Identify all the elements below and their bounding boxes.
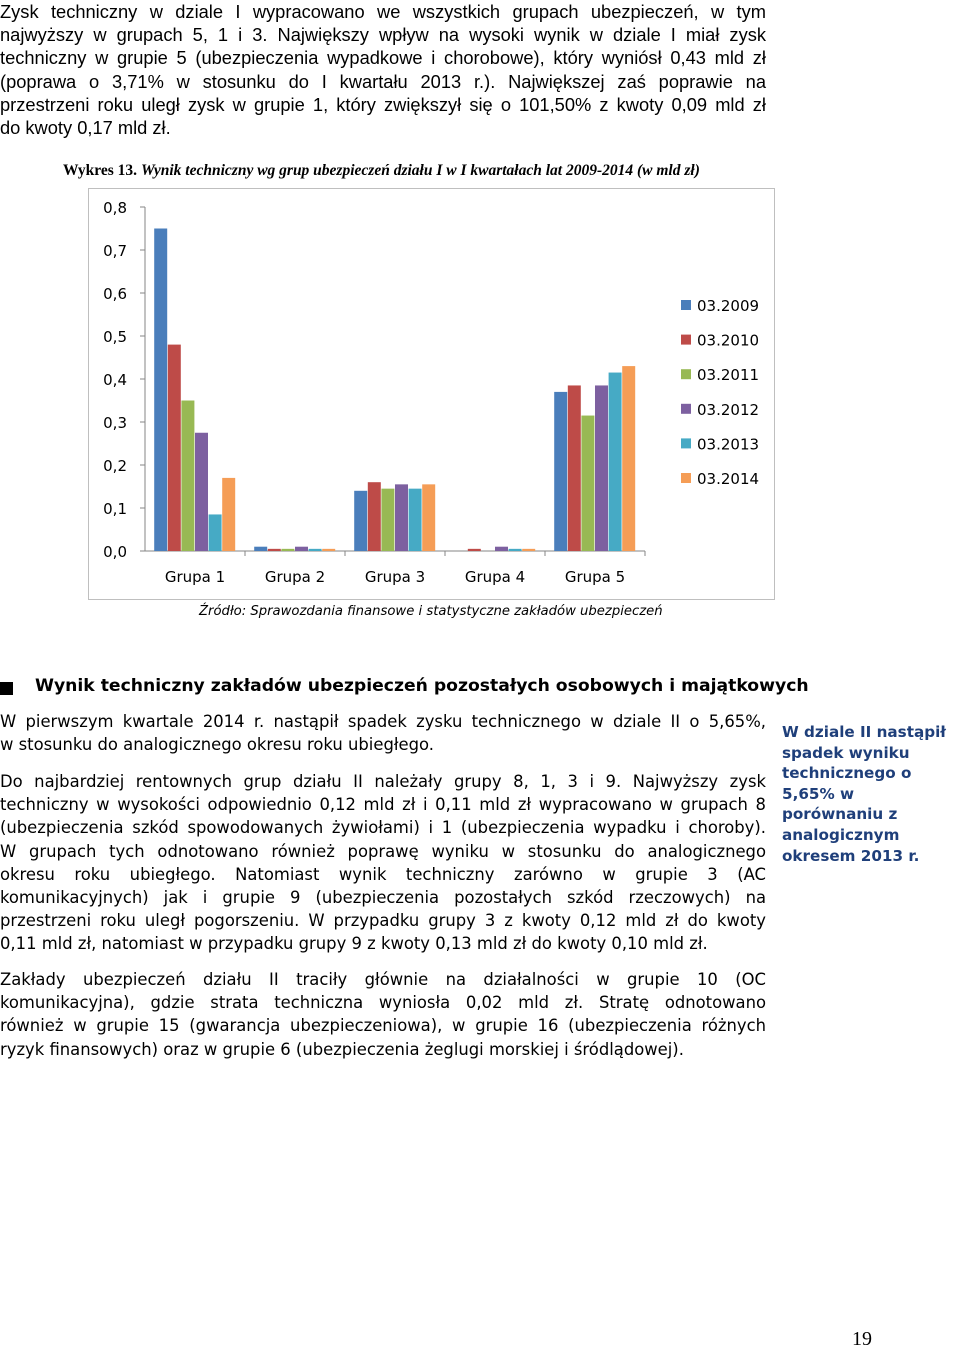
bar <box>622 366 635 551</box>
x-category-label: Grupa 4 <box>464 568 526 586</box>
bar <box>381 489 394 551</box>
figure-source: Źródło: Sprawozdania finansowe i statystyczne zakładów ubezpieczeń <box>199 604 663 619</box>
page-number: 19 <box>852 1328 872 1350</box>
paragraph-line: okresu roku ubiegłego. Natomiast wynik techniczny zarówno w grupie 3 (AC <box>0 864 766 884</box>
y-tick-label: 0,3 <box>103 414 127 432</box>
bar <box>495 547 508 551</box>
section-bullet <box>0 682 13 695</box>
intro-line: Zysk techniczny w dziale I wypracowano we wszystkich grupach ubezpieczeń, w tym <box>0 1 766 22</box>
bar <box>222 478 235 551</box>
bar <box>154 229 167 552</box>
margin-note-line: spadek wyniku <box>782 743 910 762</box>
intro-line: najwyższy w grupach 5, 1 i 3. Największy wpływ na wysoki wynik w dziale I miał zysk <box>0 24 766 46</box>
margin-note-line: technicznego o <box>782 764 912 783</box>
bar <box>368 482 381 551</box>
intro-paragraph <box>0 0 766 139</box>
bar <box>395 484 408 551</box>
intro-line: przestrzeni roku uległ zysk w grupie 1, który zwiększył się o 101,50% z kwoty 0,09 mld zł <box>0 93 766 115</box>
bar <box>209 514 222 551</box>
legend-label: 03.2010 <box>697 331 760 350</box>
bar <box>409 489 422 551</box>
legend-swatch <box>681 300 691 310</box>
bar <box>322 549 335 551</box>
figure-title: Wynik techniczny wg grup ubezpieczeń działu I w I kwartałach lat 2009-2014 (w mld zł) <box>140 162 700 179</box>
bar <box>554 392 567 551</box>
y-tick-label: 0,0 <box>103 543 127 561</box>
margin-note-line: analogicznym <box>782 825 900 844</box>
legend-label: 03.2012 <box>697 400 760 419</box>
paragraph-line: 0,11 mld zł, natomiast w przypadku grupy 9 z kwoty 0,13 mld zł do kwoty 0,10 mld zł. <box>0 934 708 954</box>
legend-label: 03.2009 <box>697 297 760 315</box>
legend-label: 03.2014 <box>697 470 760 488</box>
bar <box>268 549 281 551</box>
margin-note-line: W dziale II nastąpił <box>782 723 946 741</box>
paragraph-line: Zakłady ubezpieczeń działu II traciły głównie na działalności w grupie 10 (OC <box>0 970 766 989</box>
legend-label: 03.2011 <box>697 366 760 385</box>
bar <box>568 385 581 551</box>
bar <box>254 547 267 551</box>
paragraph-line: techniczny w wysokości odpowiednio 0,12 mld zł i 0,11 mld zł wypracowano w grupach 8 <box>0 795 766 815</box>
margin-note-line: okresem 2013 r. <box>782 846 920 865</box>
margin-note-line: porównaniu z <box>782 805 898 824</box>
intro-line: (poprawa o 3,71% w stosunku do I kwartału 2013 r.). Największej zaś poprawie na <box>0 70 766 92</box>
bar <box>422 484 435 551</box>
x-category-label: Grupa 5 <box>564 568 626 586</box>
bar <box>181 401 194 552</box>
bar <box>295 547 308 551</box>
paragraph-line: W pierwszym kwartale 2014 r. nastąpił spadek zysku technicznego w dziale II o 5,65%, <box>0 712 766 731</box>
paragraph-losses <box>0 968 766 1061</box>
y-tick-label: 0,2 <box>103 457 127 475</box>
x-category-label: Grupa 2 <box>264 568 326 586</box>
y-tick-label: 0,4 <box>103 371 127 389</box>
y-tick-label: 0,6 <box>103 285 127 303</box>
paragraph-line: w stosunku do analogicznego okresu roku ubiegłego. <box>0 735 434 755</box>
legend-swatch <box>681 369 691 379</box>
bar <box>609 373 622 551</box>
bar <box>522 549 535 551</box>
y-tick-label: 0,7 <box>103 242 127 260</box>
margin-note <box>782 722 958 866</box>
bar <box>581 416 594 551</box>
paragraph-line: również w grupie 15 (gwarancja ubezpieczeniowa), w grupie 16 (ubezpieczenia różnych <box>0 1016 766 1036</box>
x-category-label: Grupa 1 <box>164 568 226 586</box>
y-tick-label: 0,5 <box>103 328 127 346</box>
bar-chart <box>88 188 775 600</box>
legend-swatch <box>681 404 691 414</box>
bar <box>309 549 322 551</box>
bar-chart-svg <box>89 189 776 601</box>
legend-label: 03.2013 <box>697 435 760 454</box>
intro-line: techniczny w grupie 5 (ubezpieczenia wypadkowe i chorobowe), który wyniósł 0,43 mld zł <box>0 47 766 69</box>
paragraph-profitable-groups <box>0 770 766 956</box>
intro-line: do kwoty 0,17 mld zł. <box>0 117 171 139</box>
figure-caption <box>63 162 700 180</box>
section-heading: Wynik techniczny zakładów ubezpieczeń pozostałych osobowych i majątkowych <box>35 676 809 696</box>
paragraph-line: komunikacyjnych) jak i grupie 9 (ubezpieczenia pozostałych szkód rzeczowych) na <box>0 888 766 908</box>
bar <box>354 491 367 551</box>
paragraph-line: przestrzeni roku uległ pogorszeniu. W przypadku grupy 3 z kwoty 0,12 mld zł do kwoty <box>0 911 766 931</box>
bar <box>281 549 294 551</box>
bar <box>595 385 608 551</box>
bar <box>509 549 522 551</box>
paragraph-line: W grupach tych odnotowano również poprawę wyniku w stosunku do analogicznego <box>0 841 766 861</box>
paragraph-line: (ubezpieczenia szkód spowodowanych żywiołami) i 1 (ubezpieczenia wypadku i choroby). <box>0 818 766 838</box>
figure-label: Wykres 13. <box>63 162 138 179</box>
bar <box>468 549 481 551</box>
paragraph-decrease <box>0 710 766 756</box>
paragraph-line: ryzyk finansowych) oraz w grupie 6 (ubezpieczenia żeglugi morskiej i śródlądowej). <box>0 1039 684 1059</box>
paragraph-line: komunikacyjna), gdzie strata techniczna wyniosła 0,02 mld zł. Stratę odnotowano <box>0 993 766 1013</box>
legend-swatch <box>681 473 691 483</box>
bar <box>195 433 208 551</box>
x-category-label: Grupa 3 <box>364 568 426 586</box>
legend-swatch <box>681 335 691 345</box>
y-tick-label: 0,1 <box>103 500 127 518</box>
margin-note-line: 5,65% w <box>782 784 855 803</box>
y-tick-label: 0,8 <box>103 199 127 217</box>
bar <box>168 345 181 551</box>
legend-swatch <box>681 438 691 448</box>
paragraph-line: Do najbardziej rentownych grup działu II należały grupy 8, 1, 3 i 9. Najwyższy zysk <box>0 772 766 791</box>
